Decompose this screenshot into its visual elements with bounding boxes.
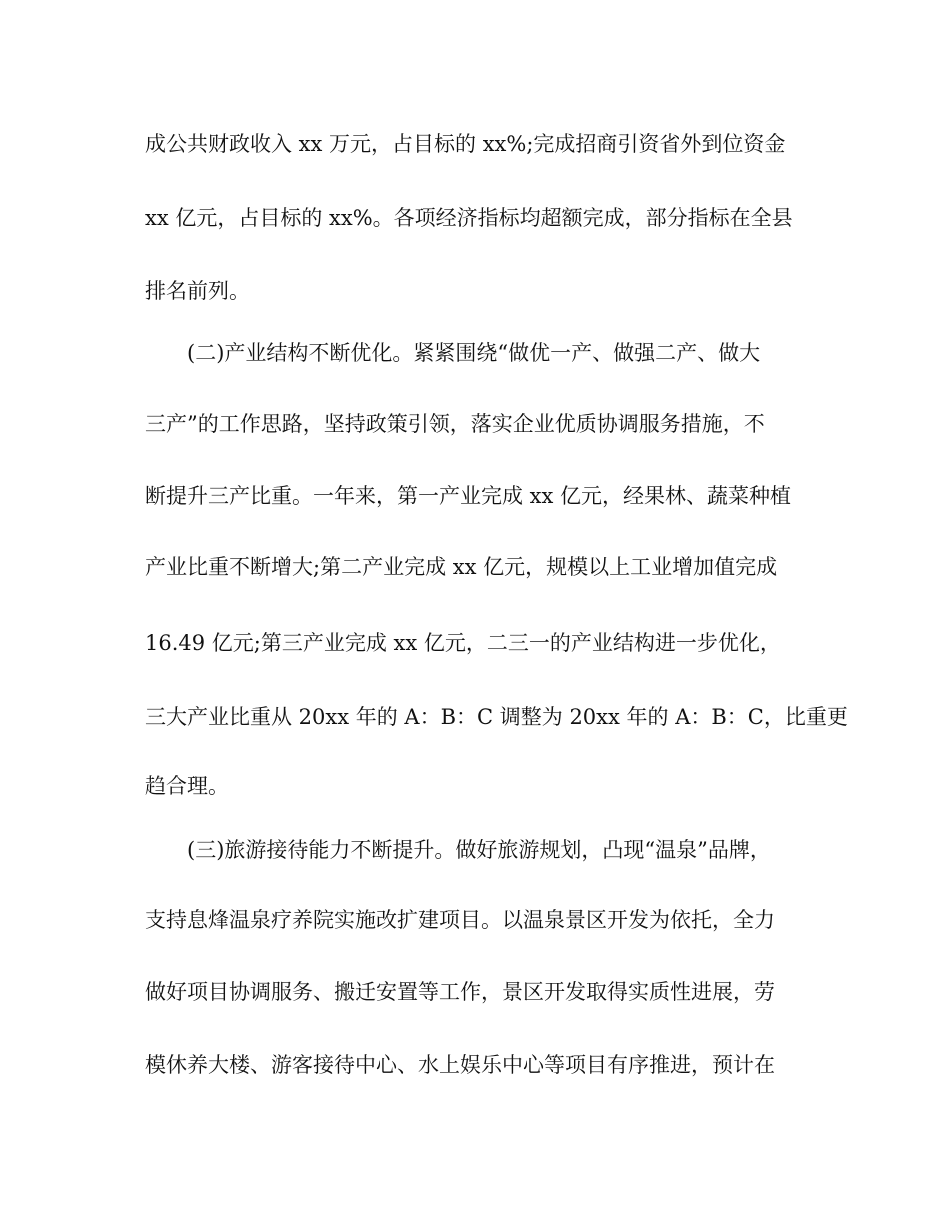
text-line: 三产”的工作思路，坚持政策引领，落实企业优质协调服务措施，不 [145,412,765,436]
text-line: 三大产业比重从 20xx 年的 A：B：C 调整为 20xx 年的 A：B：C，比重更 [145,705,848,729]
text-line: 模休养大楼、游客接待中心、水上娱乐中心等项目有序推进，预计在 [145,1053,775,1077]
text-line: 产业比重不断增大;第二产业完成 xx 亿元，规模以上工业增加值完成 [145,555,778,579]
text-line: 16.49 亿元;第三产业完成 xx 亿元，二三一的产业结构进一步优化， [145,631,781,655]
text-line: 做好项目协调服务、搬迁安置等工作，景区开发取得实质性进展，劳 [145,980,775,1004]
paragraph-heading-line: (三)旅游接待能力不断提升。做好旅游规划，凸现“温泉”品牌， [187,838,771,862]
text-line: 成公共财政收入 xx 万元，占目标的 xx%;完成招商引资省外到位资金 [145,132,786,156]
text-line: 排名前列。 [145,279,250,303]
text-line: 断提升三产比重。一年来，第一产业完成 xx 亿元，经果林、蔬菜种植 [145,484,792,508]
text-line: xx 亿元，占目标的 xx%。各项经济指标均超额完成，部分指标在全县 [145,206,793,230]
text-line: 趋合理。 [145,774,229,798]
paragraph-heading-line: (二)产业结构不断优化。紧紧围绕“做优一产、做强二产、做大 [187,341,761,365]
text-line: 支持息烽温泉疗养院实施改扩建项目。以温泉景区开发为依托，全力 [145,908,775,932]
